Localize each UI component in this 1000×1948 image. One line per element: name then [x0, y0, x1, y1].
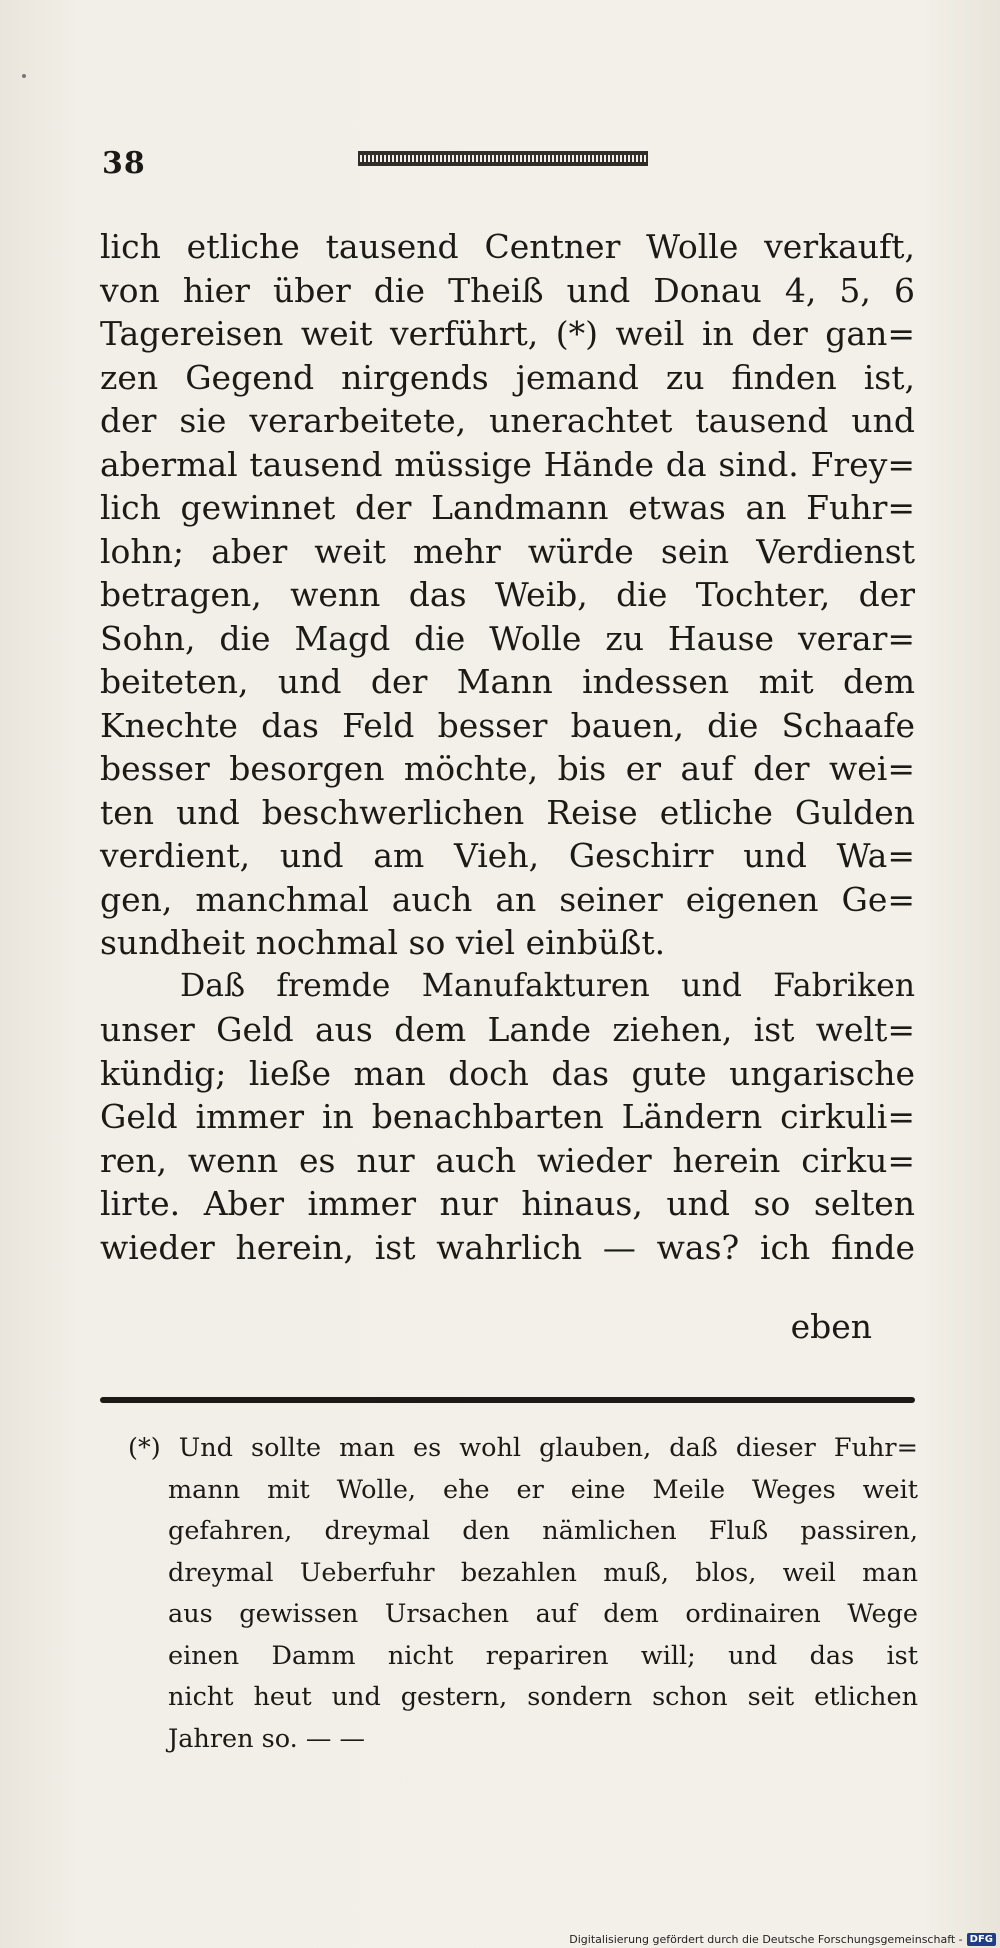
text-line: gen, manchmal auch an seiner eigenen Ge= — [100, 879, 915, 919]
footnote-line: einen Damm nicht repariren will; und das ist — [168, 1640, 918, 1671]
text-line: betragen, wenn das Weib, die Tochter, der — [100, 575, 915, 614]
text-line: Sohn, die Magd die Wolle zu Hause verar= — [100, 618, 915, 658]
main-text — [100, 225, 915, 1269]
footnote-line: aus gewissen Ursachen auf dem ordinairen Wege — [168, 1599, 918, 1629]
text-line: beiteten, und der Mann indessen mit dem — [100, 662, 915, 701]
paper-speck — [22, 74, 26, 78]
catchword: eben — [790, 1307, 872, 1346]
digitization-credit — [569, 1933, 996, 1946]
text-line: lirte. Aber immer nur hinaus, und so selten — [100, 1184, 915, 1223]
text-line: Daß fremde Manufakturen und Fabriken — [180, 967, 915, 1004]
text-line: unser Geld aus dem Lande ziehen, ist welt= — [100, 1010, 915, 1049]
text-line: Tagereisen weit verführt, (*) weil in der gan= — [100, 314, 915, 353]
footnote-line: (*) Und sollte man es wohl glauben, daß dieser Fuhr= — [128, 1433, 918, 1463]
text-line: ren, wenn es nur auch wieder herein cirku= — [100, 1140, 915, 1180]
credit-text: Digitalisierung gefördert durch die Deutsche Forschungsgemeinschaft - — [569, 1933, 963, 1946]
text-line: wieder herein, ist wahrlich — was? ich finde — [100, 1227, 915, 1267]
page-number: 38 — [102, 146, 146, 181]
text-line: lich gewinnet der Landmann etwas an Fuhr= — [100, 488, 915, 527]
text-line: lohn; aber weit mehr würde sein Verdienst — [100, 531, 915, 571]
text-line: ten und beschwerlichen Reise etliche Gulden — [100, 792, 915, 832]
footnote-line: nicht heut und gestern, sondern schon seit etlichen — [168, 1682, 918, 1712]
text-line: Knechte das Feld besser bauen, die Schaafe — [100, 705, 915, 745]
footnote-divider — [100, 1397, 915, 1403]
text-line: Geld immer in benachbarten Ländern cirkuli= — [100, 1097, 915, 1136]
text-line: abermal tausend müssige Hände da sind. Frey= — [100, 444, 915, 484]
header-ornament-rule — [358, 151, 648, 166]
text-line: kündig; ließe man doch das gute ungarische — [100, 1053, 915, 1093]
footnote — [128, 1428, 918, 1760]
footnote-line: dreymal Ueberfuhr bezahlen muß, blos, weil man — [168, 1557, 918, 1588]
dfg-logo: DFG — [967, 1933, 996, 1946]
footnote-line: gefahren, dreymal den nämlichen Fluß passiren, — [168, 1516, 918, 1546]
text-line: verdient, und am Vieh, Geschirr und Wa= — [100, 836, 915, 875]
footnote-line: mann mit Wolle, ehe er eine Meile Weges weit — [168, 1474, 918, 1505]
footnote-line: Jahren so. — — — [168, 1723, 365, 1754]
text-line: lich etliche tausend Centner Wolle verkauft, — [100, 227, 915, 266]
text-line: von hier über die Theiß und Donau 4, 5, 6 — [100, 270, 915, 310]
text-line: sundheit nochmal so viel einbüßt. — [100, 923, 666, 962]
text-line: der sie verarbeitete, unerachtet tausend und — [100, 401, 915, 440]
text-line: besser besorgen möchte, bis er auf der wei= — [100, 749, 915, 788]
text-line: zen Gegend nirgends jemand zu finden ist, — [100, 357, 915, 397]
